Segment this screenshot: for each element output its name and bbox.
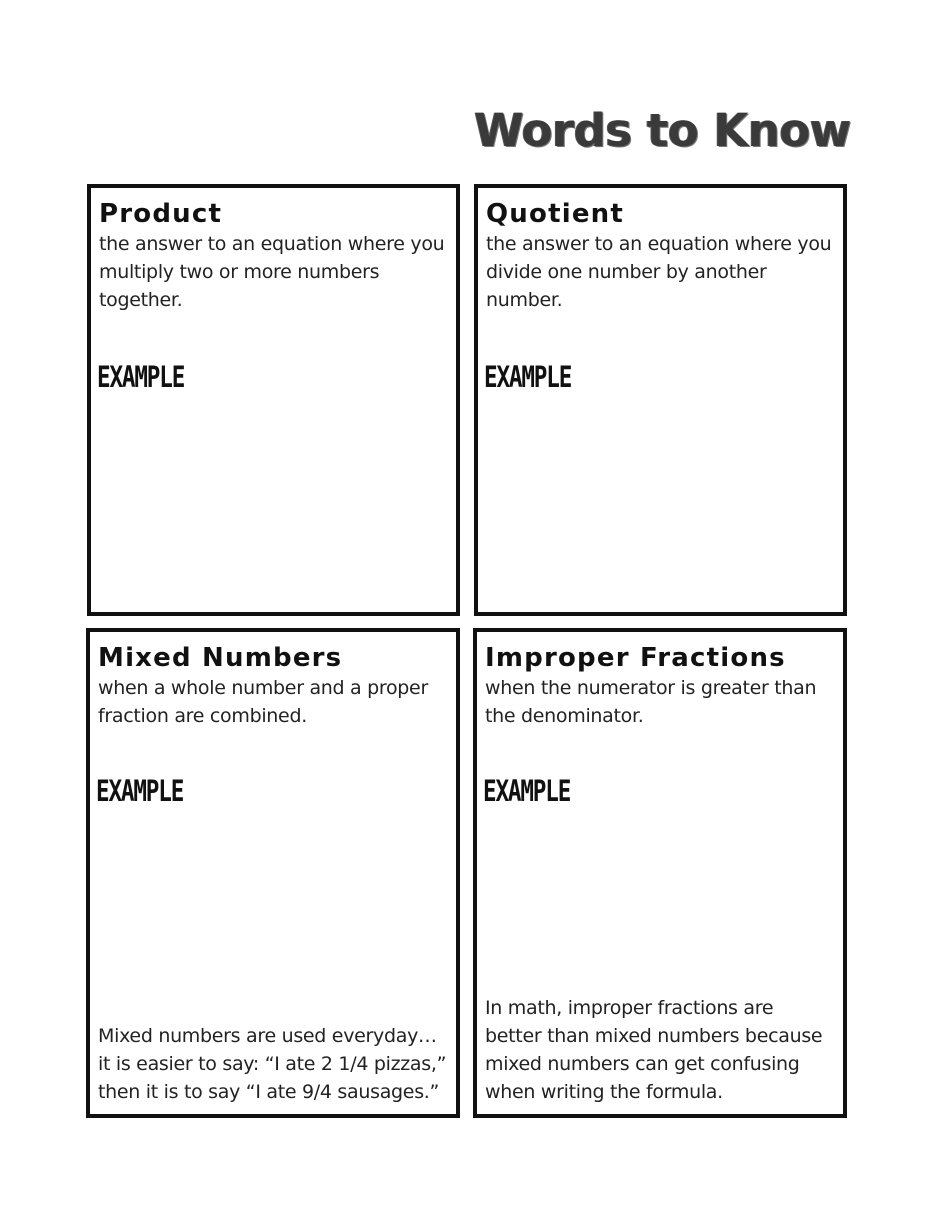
card-definition: when a whole number and a proper fraction are combined. xyxy=(98,677,428,727)
card-term: Product xyxy=(99,199,223,229)
card-note: In math, improper fractions are better than mixed numbers because mixed numbers can get confusing when writing the formula. xyxy=(485,997,823,1103)
vocab-card-quotient xyxy=(474,184,847,616)
vocab-card-product xyxy=(87,184,460,616)
example-label: EXAMPLE xyxy=(97,360,185,394)
card-definition: the answer to an equation where you divide one number by another number. xyxy=(486,233,832,311)
vocab-card-mixed-numbers xyxy=(86,628,460,1118)
card-term: Mixed Numbers xyxy=(98,643,343,673)
card-definition: the answer to an equation where you multiply two or more numbers together. xyxy=(99,233,445,311)
example-label: EXAMPLE xyxy=(483,774,571,808)
card-note: Mixed numbers are used everyday… it is easier to say: “I ate 2 1/4 pizzas,” then it is to say “I ate 9/4 sausages.” xyxy=(98,1025,447,1103)
card-term: Quotient xyxy=(486,199,624,229)
card-term: Improper Fractions xyxy=(485,643,786,673)
card-definition: when the numerator is greater than the denominator. xyxy=(485,677,817,727)
page-title: Words to Know xyxy=(474,104,851,157)
example-label: EXAMPLE xyxy=(484,360,572,394)
example-label: EXAMPLE xyxy=(96,774,184,808)
vocab-card-improper-fractions xyxy=(473,628,847,1118)
